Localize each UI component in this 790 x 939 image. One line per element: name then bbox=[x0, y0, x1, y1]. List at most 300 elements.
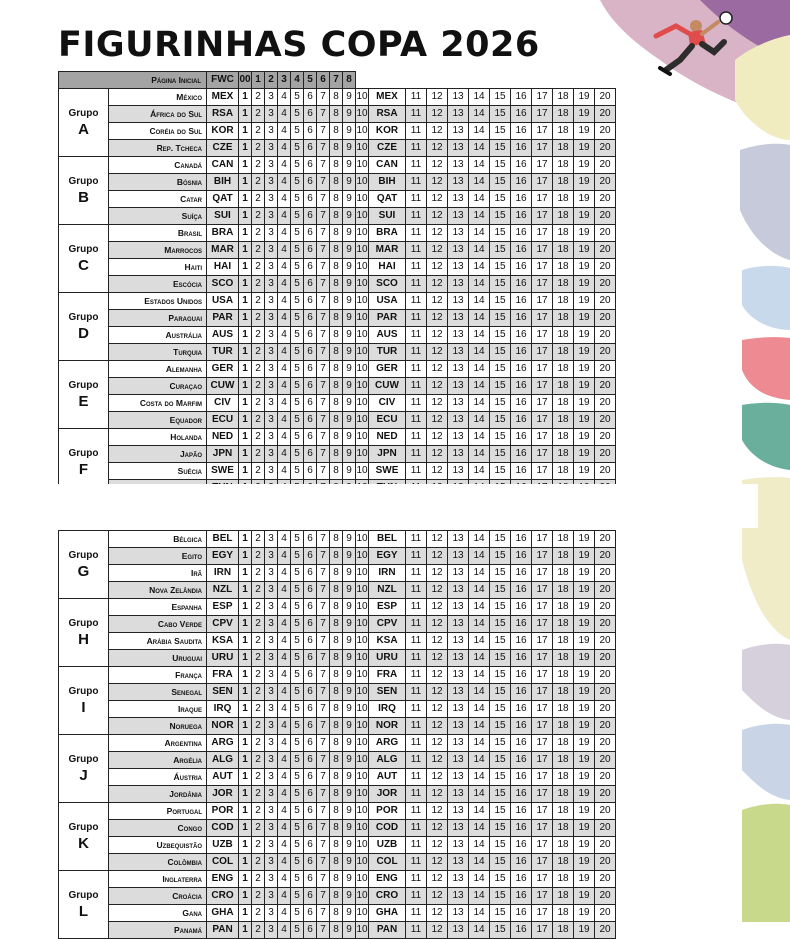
sticker-number: 5 bbox=[291, 752, 304, 769]
country-code: AUT bbox=[207, 769, 239, 786]
sticker-number: 19 bbox=[574, 633, 595, 650]
sticker-number: 1 bbox=[239, 922, 252, 939]
sticker-number: 14 bbox=[469, 667, 490, 684]
sticker-number: 3 bbox=[265, 735, 278, 752]
sticker-number: 17 bbox=[532, 905, 553, 922]
team-row bbox=[59, 616, 616, 633]
country-code: SWE bbox=[207, 463, 239, 480]
sticker-number: 1 bbox=[239, 259, 252, 276]
sticker-number: 20 bbox=[595, 327, 616, 344]
country-code-repeat: NZL bbox=[369, 582, 406, 599]
sticker-number: 18 bbox=[553, 905, 574, 922]
team-row bbox=[59, 871, 616, 888]
sticker-number: 17 bbox=[532, 769, 553, 786]
sticker-number: 10 bbox=[356, 191, 369, 208]
sticker-number: 13 bbox=[448, 395, 469, 412]
sticker-number: 17 bbox=[532, 582, 553, 599]
sticker-number: 19 bbox=[574, 395, 595, 412]
sticker-number: 19 bbox=[574, 854, 595, 871]
sticker-number: 10 bbox=[356, 616, 369, 633]
sticker-number: 13 bbox=[448, 89, 469, 106]
sticker-number: 2 bbox=[252, 922, 265, 939]
sticker-number: 5 bbox=[291, 259, 304, 276]
country-code: AUS bbox=[207, 327, 239, 344]
country-code-repeat: CUW bbox=[369, 378, 406, 395]
sticker-number: 12 bbox=[427, 327, 448, 344]
sticker-number: 13 bbox=[448, 225, 469, 242]
sticker-number: 2 bbox=[252, 684, 265, 701]
team-row bbox=[59, 820, 616, 837]
sticker-number: 20 bbox=[595, 157, 616, 174]
sticker-number: 2 bbox=[252, 225, 265, 242]
sticker-number: 17 bbox=[532, 922, 553, 939]
sticker-number: 8 bbox=[330, 548, 343, 565]
sticker-number: 6 bbox=[304, 565, 317, 582]
sticker-number: 2 bbox=[252, 718, 265, 735]
sticker-number: 16 bbox=[511, 89, 532, 106]
sticker-number: 9 bbox=[343, 888, 356, 905]
team-row bbox=[59, 191, 616, 208]
sticker-number: 9 bbox=[343, 293, 356, 310]
sticker-number: 16 bbox=[511, 446, 532, 463]
sticker-number: 11 bbox=[406, 650, 427, 667]
sticker-number: 18 bbox=[553, 429, 574, 446]
sticker-number: 5 bbox=[291, 293, 304, 310]
group-letter: G bbox=[77, 562, 90, 580]
sticker-number: 18 bbox=[553, 599, 574, 616]
sticker-number: 19 bbox=[574, 157, 595, 174]
sticker-number: 6 bbox=[304, 718, 317, 735]
sticker-number: 12 bbox=[427, 548, 448, 565]
sticker-number: 19 bbox=[574, 412, 595, 429]
sticker-number: 5 bbox=[291, 565, 304, 582]
sticker-number: 8 bbox=[330, 429, 343, 446]
sticker-number: 1 bbox=[239, 531, 252, 548]
sticker-number: 8 bbox=[330, 259, 343, 276]
sticker-number: 3 bbox=[265, 820, 278, 837]
country-code-repeat: SCO bbox=[369, 276, 406, 293]
group-word: Grupo bbox=[68, 685, 99, 697]
sticker-number: 9 bbox=[343, 123, 356, 140]
sticker-number: 10 bbox=[356, 837, 369, 854]
sticker-number: 16 bbox=[511, 650, 532, 667]
sticker-number: 15 bbox=[490, 174, 511, 191]
sticker-number: 15 bbox=[490, 106, 511, 123]
sticker-number: 12 bbox=[427, 820, 448, 837]
sticker-number: 7 bbox=[317, 140, 330, 157]
sticker-number: 18 bbox=[553, 191, 574, 208]
sticker-number: 11 bbox=[406, 191, 427, 208]
sticker-number: 2 bbox=[252, 854, 265, 871]
sticker-number: 1 bbox=[239, 293, 252, 310]
sticker-number: 1 bbox=[239, 701, 252, 718]
sticker-number: 6 bbox=[304, 582, 317, 599]
country-name: Suécia bbox=[109, 463, 207, 480]
country-name: Costa do Marfim bbox=[109, 395, 207, 412]
sticker-number: 7 bbox=[317, 888, 330, 905]
sticker-number: 9 bbox=[343, 463, 356, 480]
sticker-number: 2 bbox=[252, 837, 265, 854]
header-cell: 3 bbox=[278, 72, 291, 89]
sticker-number: 12 bbox=[427, 769, 448, 786]
sticker-number: 17 bbox=[532, 106, 553, 123]
sticker-number: 18 bbox=[553, 361, 574, 378]
country-code: BIH bbox=[207, 174, 239, 191]
country-code-repeat: NED bbox=[369, 429, 406, 446]
sticker-number: 12 bbox=[427, 531, 448, 548]
sticker-number: 10 bbox=[356, 225, 369, 242]
sticker-number: 9 bbox=[343, 684, 356, 701]
sticker-number: 16 bbox=[511, 854, 532, 871]
sticker-number: 8 bbox=[330, 293, 343, 310]
sticker-number: 18 bbox=[553, 820, 574, 837]
sticker-number: 15 bbox=[490, 259, 511, 276]
sticker-number: 20 bbox=[595, 174, 616, 191]
country-name: Argentina bbox=[109, 735, 207, 752]
sticker-number: 17 bbox=[532, 871, 553, 888]
sticker-number: 17 bbox=[532, 89, 553, 106]
sticker-number: 2 bbox=[252, 327, 265, 344]
sticker-number: 6 bbox=[304, 803, 317, 820]
sticker-number: 17 bbox=[532, 412, 553, 429]
sticker-number: 18 bbox=[553, 837, 574, 854]
sticker-number: 3 bbox=[265, 633, 278, 650]
team-row bbox=[59, 140, 616, 157]
country-code: UZB bbox=[207, 837, 239, 854]
sticker-number: 19 bbox=[574, 242, 595, 259]
sticker-number: 16 bbox=[511, 837, 532, 854]
sticker-number: 4 bbox=[278, 123, 291, 140]
header-cell: 00 bbox=[239, 72, 252, 89]
sticker-number: 12 bbox=[427, 242, 448, 259]
sticker-number: 16 bbox=[511, 905, 532, 922]
sticker-number: 9 bbox=[343, 803, 356, 820]
sticker-number: 12 bbox=[427, 106, 448, 123]
sticker-number: 19 bbox=[574, 208, 595, 225]
sticker-number: 5 bbox=[291, 599, 304, 616]
sticker-number: 18 bbox=[553, 718, 574, 735]
sticker-number: 14 bbox=[469, 225, 490, 242]
sticker-number: 2 bbox=[252, 293, 265, 310]
sticker-number: 15 bbox=[490, 412, 511, 429]
sticker-number: 6 bbox=[304, 752, 317, 769]
sticker-number: 9 bbox=[343, 633, 356, 650]
sticker-number: 8 bbox=[330, 412, 343, 429]
sticker-number: 13 bbox=[448, 752, 469, 769]
sticker-number: 11 bbox=[406, 922, 427, 939]
sticker-number: 10 bbox=[356, 905, 369, 922]
sticker-number: 20 bbox=[595, 599, 616, 616]
sticker-number: 13 bbox=[448, 905, 469, 922]
sticker-number: 19 bbox=[574, 650, 595, 667]
sticker-number: 7 bbox=[317, 259, 330, 276]
sticker-number: 5 bbox=[291, 140, 304, 157]
sticker-number: 12 bbox=[427, 752, 448, 769]
sticker-number: 19 bbox=[574, 769, 595, 786]
sticker-number: 7 bbox=[317, 786, 330, 803]
team-row bbox=[59, 174, 616, 191]
team-row bbox=[59, 429, 616, 446]
sticker-number: 17 bbox=[532, 310, 553, 327]
sticker-number: 2 bbox=[252, 259, 265, 276]
country-name: Paraguai bbox=[109, 310, 207, 327]
sticker-number: 19 bbox=[574, 599, 595, 616]
sticker-number: 9 bbox=[343, 276, 356, 293]
sticker-number: 3 bbox=[265, 310, 278, 327]
team-row bbox=[59, 786, 616, 803]
sticker-number: 16 bbox=[511, 718, 532, 735]
sticker-number: 14 bbox=[469, 684, 490, 701]
sticker-number: 14 bbox=[469, 599, 490, 616]
country-name: Argélia bbox=[109, 752, 207, 769]
sticker-number: 11 bbox=[406, 310, 427, 327]
sticker-number: 13 bbox=[448, 633, 469, 650]
sticker-number: 6 bbox=[304, 667, 317, 684]
sticker-number: 17 bbox=[532, 361, 553, 378]
country-code-repeat: COL bbox=[369, 854, 406, 871]
sticker-number: 8 bbox=[330, 718, 343, 735]
sticker-number: 17 bbox=[532, 208, 553, 225]
group-word: Grupo bbox=[68, 379, 99, 391]
sticker-number: 12 bbox=[427, 871, 448, 888]
sticker-number: 16 bbox=[511, 429, 532, 446]
group-word: Grupo bbox=[68, 107, 99, 119]
sticker-number: 2 bbox=[252, 463, 265, 480]
sticker-number: 17 bbox=[532, 633, 553, 650]
sticker-number: 7 bbox=[317, 905, 330, 922]
sticker-number: 5 bbox=[291, 548, 304, 565]
sticker-number: 16 bbox=[511, 293, 532, 310]
sticker-number: 4 bbox=[278, 293, 291, 310]
sticker-number: 18 bbox=[553, 412, 574, 429]
sticker-number: 4 bbox=[278, 208, 291, 225]
sticker-number: 15 bbox=[490, 344, 511, 361]
sticker-number: 17 bbox=[532, 327, 553, 344]
sticker-number: 4 bbox=[278, 820, 291, 837]
sticker-number: 15 bbox=[490, 446, 511, 463]
sticker-number: 17 bbox=[532, 140, 553, 157]
sticker-number: 14 bbox=[469, 344, 490, 361]
sticker-number: 18 bbox=[553, 667, 574, 684]
sticker-number: 16 bbox=[511, 344, 532, 361]
sticker-number: 8 bbox=[330, 786, 343, 803]
page-gap bbox=[58, 484, 758, 528]
sticker-number: 8 bbox=[330, 599, 343, 616]
sticker-number: 17 bbox=[532, 293, 553, 310]
team-row bbox=[59, 684, 616, 701]
sticker-number: 4 bbox=[278, 701, 291, 718]
sticker-number: 17 bbox=[532, 174, 553, 191]
sticker-number: 18 bbox=[553, 565, 574, 582]
sticker-number: 16 bbox=[511, 752, 532, 769]
sticker-number: 15 bbox=[490, 429, 511, 446]
sticker-number: 3 bbox=[265, 701, 278, 718]
sticker-number: 19 bbox=[574, 667, 595, 684]
sticker-number: 12 bbox=[427, 718, 448, 735]
sticker-number: 1 bbox=[239, 140, 252, 157]
sticker-number: 15 bbox=[490, 752, 511, 769]
group-label bbox=[59, 735, 109, 803]
sticker-number: 4 bbox=[278, 565, 291, 582]
sticker-number: 18 bbox=[553, 446, 574, 463]
sticker-number: 18 bbox=[553, 463, 574, 480]
sticker-number: 17 bbox=[532, 344, 553, 361]
sticker-number: 10 bbox=[356, 565, 369, 582]
sticker-number: 7 bbox=[317, 157, 330, 174]
country-code: SCO bbox=[207, 276, 239, 293]
sticker-number: 2 bbox=[252, 395, 265, 412]
sticker-number: 10 bbox=[356, 667, 369, 684]
sticker-number: 11 bbox=[406, 344, 427, 361]
sticker-number: 14 bbox=[469, 582, 490, 599]
sticker-number: 8 bbox=[330, 191, 343, 208]
sticker-number: 10 bbox=[356, 871, 369, 888]
sticker-number: 3 bbox=[265, 548, 278, 565]
sticker-number: 13 bbox=[448, 123, 469, 140]
sticker-number: 20 bbox=[595, 89, 616, 106]
country-code-repeat: IRQ bbox=[369, 701, 406, 718]
sticker-number: 6 bbox=[304, 871, 317, 888]
sticker-number: 5 bbox=[291, 650, 304, 667]
sticker-number: 9 bbox=[343, 531, 356, 548]
sticker-number: 10 bbox=[356, 463, 369, 480]
sticker-number: 19 bbox=[574, 786, 595, 803]
country-code: BEL bbox=[207, 531, 239, 548]
sticker-number: 9 bbox=[343, 667, 356, 684]
country-code-repeat: HAI bbox=[369, 259, 406, 276]
sticker-number: 6 bbox=[304, 650, 317, 667]
team-row bbox=[59, 157, 616, 174]
sticker-number: 16 bbox=[511, 735, 532, 752]
sticker-number: 18 bbox=[553, 786, 574, 803]
sticker-number: 6 bbox=[304, 888, 317, 905]
sticker-number: 7 bbox=[317, 820, 330, 837]
sticker-number: 16 bbox=[511, 786, 532, 803]
sticker-number: 5 bbox=[291, 395, 304, 412]
sticker-number: 3 bbox=[265, 446, 278, 463]
team-row bbox=[59, 582, 616, 599]
sticker-number: 5 bbox=[291, 684, 304, 701]
country-code: GER bbox=[207, 361, 239, 378]
country-name: Coréia do Sul bbox=[109, 123, 207, 140]
sticker-number: 17 bbox=[532, 752, 553, 769]
sticker-number: 1 bbox=[239, 548, 252, 565]
sticker-number: 10 bbox=[356, 344, 369, 361]
sticker-number: 13 bbox=[448, 565, 469, 582]
sticker-number: 1 bbox=[239, 378, 252, 395]
sticker-number: 8 bbox=[330, 310, 343, 327]
sticker-number: 5 bbox=[291, 327, 304, 344]
sticker-number: 3 bbox=[265, 463, 278, 480]
group-letter: F bbox=[78, 460, 89, 478]
sticker-number: 17 bbox=[532, 888, 553, 905]
sticker-number: 8 bbox=[330, 905, 343, 922]
country-name: Jordânia bbox=[109, 786, 207, 803]
sticker-number: 17 bbox=[532, 701, 553, 718]
sticker-number: 1 bbox=[239, 837, 252, 854]
sticker-number: 10 bbox=[356, 922, 369, 939]
sticker-number: 4 bbox=[278, 378, 291, 395]
sticker-number: 12 bbox=[427, 361, 448, 378]
country-code: SUI bbox=[207, 208, 239, 225]
sticker-number: 3 bbox=[265, 429, 278, 446]
sticker-number: 19 bbox=[574, 344, 595, 361]
sticker-number: 13 bbox=[448, 871, 469, 888]
sticker-number: 18 bbox=[553, 208, 574, 225]
sticker-number: 15 bbox=[490, 89, 511, 106]
sticker-number: 9 bbox=[343, 650, 356, 667]
sticker-number: 4 bbox=[278, 718, 291, 735]
sticker-number: 18 bbox=[553, 548, 574, 565]
sticker-number: 4 bbox=[278, 276, 291, 293]
country-code: RSA bbox=[207, 106, 239, 123]
sticker-number: 5 bbox=[291, 667, 304, 684]
sticker-number: 2 bbox=[252, 174, 265, 191]
team-row bbox=[59, 242, 616, 259]
sticker-number: 11 bbox=[406, 106, 427, 123]
sticker-number: 3 bbox=[265, 752, 278, 769]
sticker-number: 8 bbox=[330, 89, 343, 106]
sticker-number: 14 bbox=[469, 922, 490, 939]
sticker-number: 5 bbox=[291, 837, 304, 854]
sticker-number: 17 bbox=[532, 395, 553, 412]
sticker-number: 17 bbox=[532, 684, 553, 701]
sticker-number: 11 bbox=[406, 616, 427, 633]
sticker-number: 10 bbox=[356, 327, 369, 344]
sticker-number: 13 bbox=[448, 361, 469, 378]
sticker-number: 7 bbox=[317, 89, 330, 106]
sticker-number: 9 bbox=[343, 429, 356, 446]
sticker-number: 3 bbox=[265, 888, 278, 905]
sticker-number: 20 bbox=[595, 684, 616, 701]
sticker-number: 4 bbox=[278, 735, 291, 752]
sticker-number: 8 bbox=[330, 157, 343, 174]
sticker-number: 11 bbox=[406, 446, 427, 463]
group-label bbox=[59, 599, 109, 667]
sticker-number: 3 bbox=[265, 650, 278, 667]
sticker-number: 10 bbox=[356, 633, 369, 650]
sticker-number: 2 bbox=[252, 735, 265, 752]
sticker-number: 12 bbox=[427, 837, 448, 854]
country-code-repeat: MAR bbox=[369, 242, 406, 259]
sticker-number: 14 bbox=[469, 837, 490, 854]
sticker-number: 7 bbox=[317, 752, 330, 769]
country-code: ECU bbox=[207, 412, 239, 429]
sticker-number: 15 bbox=[490, 667, 511, 684]
sticker-number: 8 bbox=[330, 208, 343, 225]
sticker-number: 20 bbox=[595, 888, 616, 905]
sticker-number: 19 bbox=[574, 905, 595, 922]
country-code: NED bbox=[207, 429, 239, 446]
sticker-number: 20 bbox=[595, 446, 616, 463]
sticker-number: 10 bbox=[356, 157, 369, 174]
sticker-number: 18 bbox=[553, 854, 574, 871]
sticker-number: 1 bbox=[239, 582, 252, 599]
sticker-number: 6 bbox=[304, 837, 317, 854]
sticker-number: 6 bbox=[304, 701, 317, 718]
country-code: CAN bbox=[207, 157, 239, 174]
sticker-number: 1 bbox=[239, 310, 252, 327]
team-row bbox=[59, 922, 616, 939]
sticker-number: 14 bbox=[469, 429, 490, 446]
country-code-repeat: COD bbox=[369, 820, 406, 837]
sticker-number: 16 bbox=[511, 820, 532, 837]
sticker-number: 17 bbox=[532, 616, 553, 633]
country-code-repeat: BIH bbox=[369, 174, 406, 191]
sticker-number: 10 bbox=[356, 446, 369, 463]
sticker-number: 11 bbox=[406, 378, 427, 395]
group-word: Grupo bbox=[68, 753, 99, 765]
